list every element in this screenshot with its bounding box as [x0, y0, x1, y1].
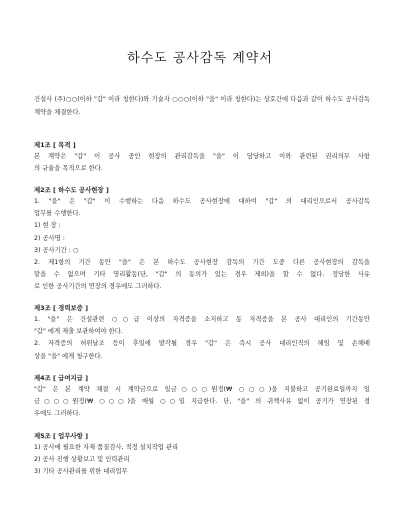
article-line: 1. "을" 은 "갑" 이 수행하는 다음 하수도 공사현장에 대하여 "갑" 의 대리인으로서 공사감독: [34, 198, 370, 205]
article-line: 맡을 수 없으며 기타 영리활동(단, "갑" 의 동의가 있는 경우 제외)을 할 수 없다. 정당한 사유: [34, 271, 370, 279]
article-2: [34, 184, 370, 294]
article-line: 1) 공사에 필요한 자재 품질검사, 적정 설치작업 관리: [34, 444, 179, 451]
article-line: 금○○○원정(₩ ○○○)을 매월 ○○일 지급한다. 단, "을" 의 귀책사유 없이 공기가 연장된 경: [34, 398, 370, 406]
article-line: 우에도 그러하다.: [34, 410, 81, 418]
article-heading: 제2조 [ 하수도 공사현장 ]: [34, 186, 109, 194]
article-line: 본 계약은 "갑" 이 공사 중인 현장의 관리감독을 "을" 이 담당하고 이와 관련된 권리의무 사항: [34, 153, 370, 160]
article-line: 1. "을" 은 건설관련 ○○급 이상의 자격증을 소지하고 동 자격증을 본 공사 대리인의 기간동안: [34, 316, 370, 323]
article-line: 2) 공사 진행 상황보고 및 인력관리: [34, 456, 130, 464]
article-5: [34, 430, 370, 479]
article-line: 2. 자격증의 허위날조 등이 후일에 발각될 경우 "갑" 은 즉시 공사 대리인직의 해임 및 손해배: [34, 340, 370, 348]
article-line: 3) 공사기간 : ○: [34, 246, 79, 254]
article-line: "갑" 에게 제출 보관하여야 한다.: [34, 328, 123, 336]
document-title: 하수도 공사감독 계약서: [127, 51, 273, 66]
article-heading: 제5조 [ 업무사항 ]: [34, 432, 89, 440]
article-line: 상을 "을" 에게 청구한다.: [34, 352, 103, 360]
article-line: "갑" 은 본 계약 체결 시 계약금으로 일금○○○원정(₩ ○○○)을 지불하고 공기완료일까지 일: [34, 386, 370, 393]
article-line: 의 규율을 목적으로 한다.: [34, 165, 103, 173]
article-line: 3) 기타 공사관리를 위한 대리업무: [34, 468, 128, 476]
article-line: 2. 제1항의 기간 동안 "을" 은 본 하수도 공사현장 감독의 기간 도중 다른 공사현장의 감독을: [34, 259, 370, 266]
article-heading: 제4조 [ 급여지급 ]: [34, 374, 89, 382]
intro-paragraph: 건설사 (주)○○(이하 "갑" 이라 칭한다)와 기술자 ○○○(이하 "을" 이라 칭한다)는 상호간에 다음과 같이 하수도 공사감독 계약을 체결한다.: [34, 96, 370, 116]
article-heading: 제3조 [ 경력보증 ]: [34, 304, 89, 312]
article-line: 업무를 수행한다.: [34, 210, 81, 218]
article-line: 로 인한 공사기간의 연장의 경우에도 그러하다.: [34, 283, 162, 291]
article-heading: 제1조 [ 목적 ]: [34, 141, 76, 149]
article-line: 1) 현 장 :: [34, 222, 61, 230]
article-line: 2) 공사명 :: [34, 234, 65, 242]
article-3: [34, 302, 370, 363]
article-4: [34, 372, 370, 421]
article-1: [34, 139, 370, 175]
